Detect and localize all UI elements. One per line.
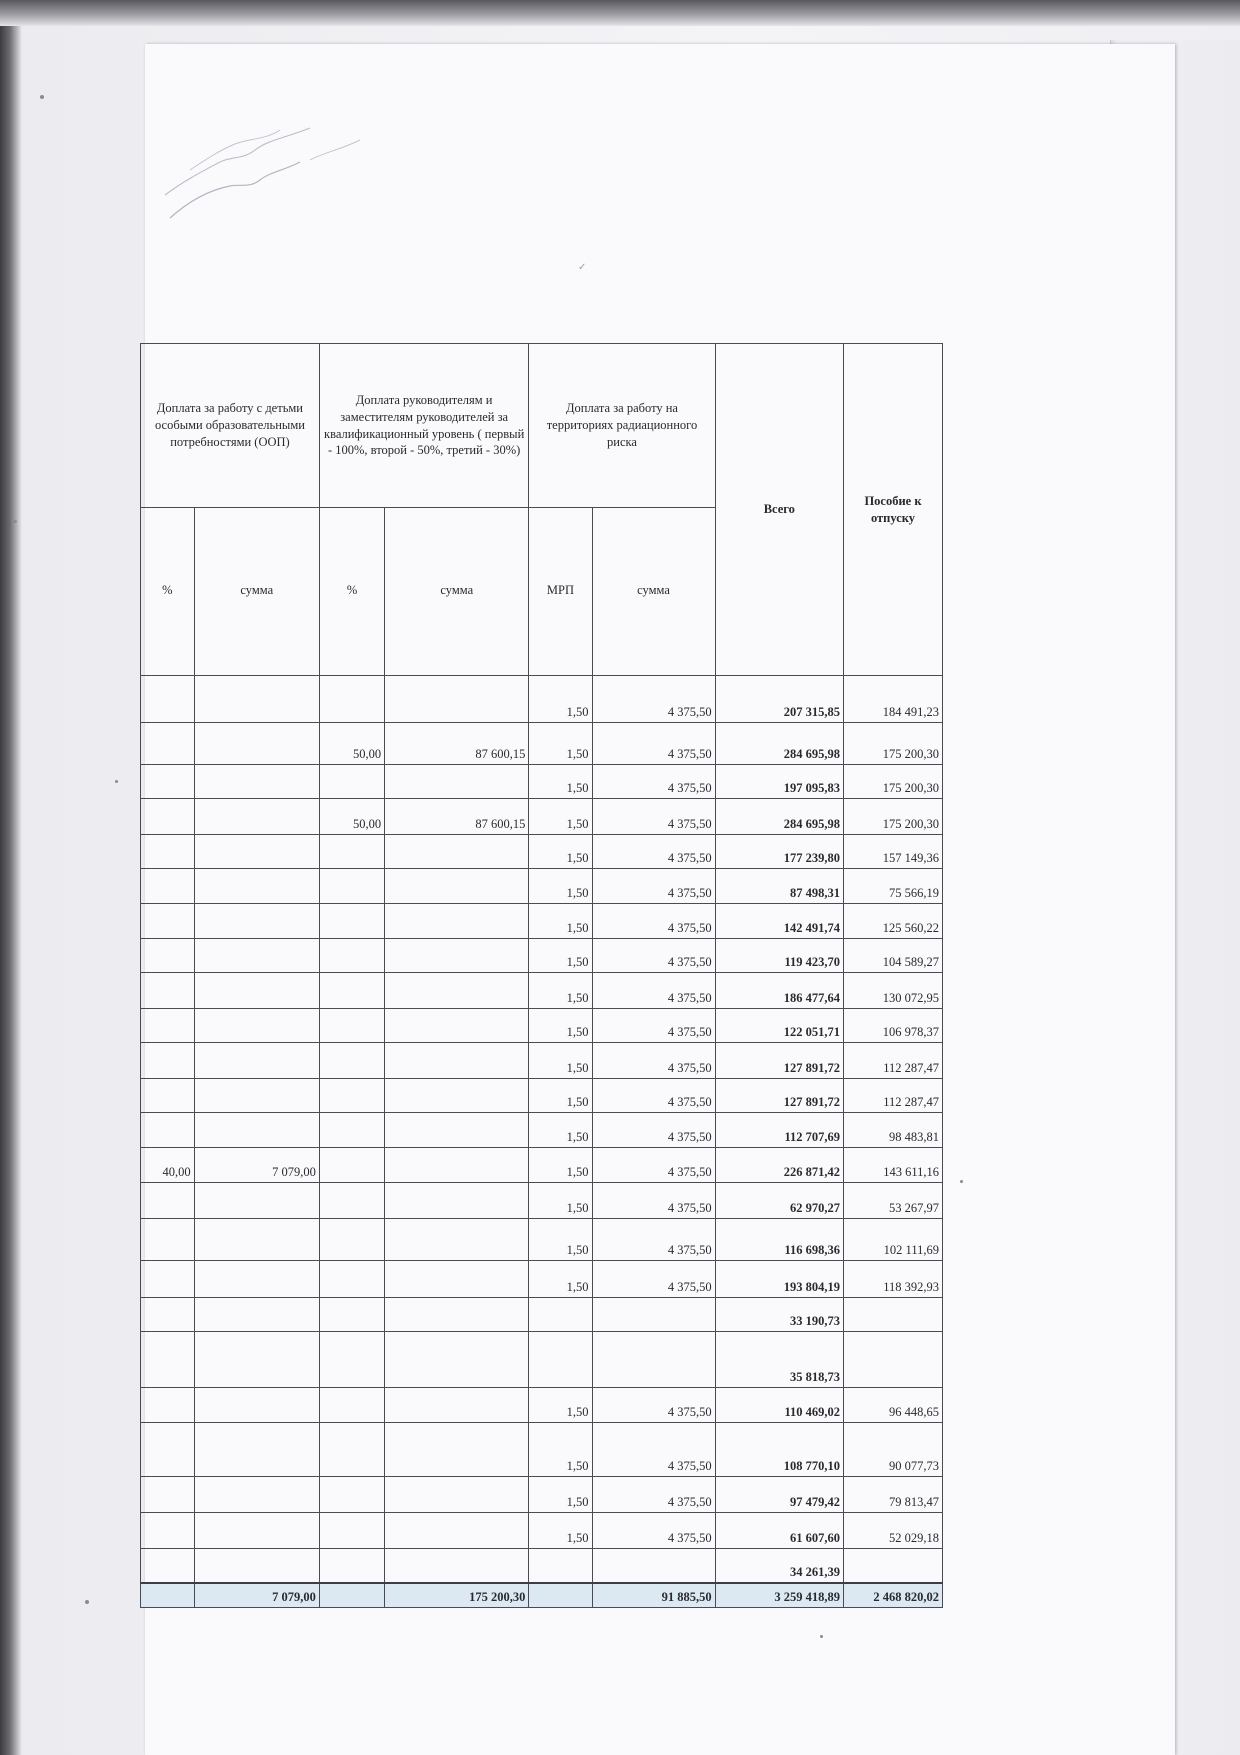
total-ood-percent bbox=[141, 1583, 195, 1608]
table-row bbox=[141, 1332, 943, 1388]
cell-mrp bbox=[529, 1298, 592, 1332]
cell-mrp: 1,50 bbox=[529, 904, 592, 939]
cell-total: 116 698,36 bbox=[715, 1219, 843, 1261]
cell-total: 177 239,80 bbox=[715, 835, 843, 869]
total-qual-sum: 175 200,30 bbox=[385, 1583, 529, 1608]
cell-qual-percent bbox=[319, 973, 384, 1009]
cell-ood-sum bbox=[194, 1298, 319, 1332]
cell-total: 110 469,02 bbox=[715, 1388, 843, 1423]
cell-total: 122 051,71 bbox=[715, 1009, 843, 1043]
cell-vacation: 130 072,95 bbox=[844, 973, 943, 1009]
table-row bbox=[141, 1113, 943, 1148]
cell-vacation: 106 978,37 bbox=[844, 1009, 943, 1043]
cell-total: 87 498,31 bbox=[715, 869, 843, 904]
cell-qual-sum bbox=[385, 1043, 529, 1079]
cell-mrp: 1,50 bbox=[529, 1261, 592, 1298]
cell-qual-percent bbox=[319, 1477, 384, 1513]
cell-radiation-sum bbox=[592, 1549, 715, 1583]
table-row bbox=[141, 835, 943, 869]
cell-vacation: 53 267,97 bbox=[844, 1183, 943, 1219]
cell-vacation bbox=[844, 1298, 943, 1332]
cell-vacation: 184 491,23 bbox=[844, 676, 943, 723]
cell-ood-sum bbox=[194, 1079, 319, 1113]
cell-total: 61 607,60 bbox=[715, 1513, 843, 1549]
cell-qual-percent bbox=[319, 904, 384, 939]
cell-total: 207 315,85 bbox=[715, 676, 843, 723]
totals-row bbox=[141, 1583, 943, 1608]
cell-ood-percent bbox=[141, 1423, 195, 1477]
cell-radiation-sum: 4 375,50 bbox=[592, 1113, 715, 1148]
cell-qual-percent bbox=[319, 1043, 384, 1079]
cell-ood-sum bbox=[194, 939, 319, 973]
cell-mrp: 1,50 bbox=[529, 1183, 592, 1219]
table-row bbox=[141, 676, 943, 723]
cell-qual-sum bbox=[385, 973, 529, 1009]
cell-ood-percent bbox=[141, 1298, 195, 1332]
cell-mrp: 1,50 bbox=[529, 973, 592, 1009]
cell-ood-percent bbox=[141, 723, 195, 765]
cell-total: 35 818,73 bbox=[715, 1332, 843, 1388]
cell-ood-sum bbox=[194, 1043, 319, 1079]
table-row bbox=[141, 1298, 943, 1332]
cell-ood-sum bbox=[194, 973, 319, 1009]
table-header-row bbox=[141, 344, 943, 508]
cell-qual-sum bbox=[385, 835, 529, 869]
cell-mrp: 1,50 bbox=[529, 1113, 592, 1148]
cell-mrp: 1,50 bbox=[529, 1513, 592, 1549]
total-ood-sum: 7 079,00 bbox=[194, 1583, 319, 1608]
cell-ood-percent bbox=[141, 1113, 195, 1148]
cell-ood-sum bbox=[194, 1009, 319, 1043]
cell-qual-sum bbox=[385, 1549, 529, 1583]
table-row bbox=[141, 723, 943, 765]
cell-radiation-sum: 4 375,50 bbox=[592, 1513, 715, 1549]
table-row bbox=[141, 1148, 943, 1183]
scan-top-edge bbox=[0, 0, 1240, 26]
cell-ood-percent bbox=[141, 799, 195, 835]
cell-ood-percent bbox=[141, 869, 195, 904]
cell-vacation: 90 077,73 bbox=[844, 1423, 943, 1477]
cell-vacation bbox=[844, 1549, 943, 1583]
table-row bbox=[141, 1009, 943, 1043]
cell-qual-sum bbox=[385, 1298, 529, 1332]
cell-vacation: 104 589,27 bbox=[844, 939, 943, 973]
cell-qual-sum: 87 600,15 bbox=[385, 723, 529, 765]
cell-vacation: 118 392,93 bbox=[844, 1261, 943, 1298]
cell-radiation-sum: 4 375,50 bbox=[592, 1261, 715, 1298]
total-mrp bbox=[529, 1583, 592, 1608]
cell-qual-percent bbox=[319, 1079, 384, 1113]
cell-total: 127 891,72 bbox=[715, 1079, 843, 1113]
table-row bbox=[141, 1477, 943, 1513]
table-row bbox=[141, 1043, 943, 1079]
total-qual-percent bbox=[319, 1583, 384, 1608]
scan-speck bbox=[115, 780, 118, 783]
total-radiation-sum: 91 885,50 bbox=[592, 1583, 715, 1608]
header-vacation-benefit: Пособие к отпуску bbox=[844, 344, 943, 676]
cell-radiation-sum: 4 375,50 bbox=[592, 1219, 715, 1261]
cell-vacation: 112 287,47 bbox=[844, 1043, 943, 1079]
cell-qual-sum bbox=[385, 1148, 529, 1183]
cell-mrp: 1,50 bbox=[529, 723, 592, 765]
allowances-table bbox=[140, 343, 943, 1608]
cell-ood-sum bbox=[194, 1332, 319, 1388]
cell-ood-sum: 7 079,00 bbox=[194, 1148, 319, 1183]
cell-total: 186 477,64 bbox=[715, 973, 843, 1009]
cell-vacation: 98 483,81 bbox=[844, 1113, 943, 1148]
cell-ood-sum bbox=[194, 1549, 319, 1583]
cell-radiation-sum: 4 375,50 bbox=[592, 1423, 715, 1477]
cell-vacation: 75 566,19 bbox=[844, 869, 943, 904]
scan-speck bbox=[85, 1600, 89, 1604]
cell-qual-sum bbox=[385, 1079, 529, 1113]
cell-vacation: 112 287,47 bbox=[844, 1079, 943, 1113]
cell-total: 284 695,98 bbox=[715, 799, 843, 835]
cell-radiation-sum: 4 375,50 bbox=[592, 869, 715, 904]
table-row bbox=[141, 1219, 943, 1261]
cell-qual-sum bbox=[385, 1388, 529, 1423]
cell-ood-sum bbox=[194, 1183, 319, 1219]
cell-ood-percent bbox=[141, 1477, 195, 1513]
cell-mrp: 1,50 bbox=[529, 939, 592, 973]
cell-vacation: 157 149,36 bbox=[844, 835, 943, 869]
cell-qual-percent bbox=[319, 1298, 384, 1332]
cell-mrp bbox=[529, 1549, 592, 1583]
cell-radiation-sum: 4 375,50 bbox=[592, 1043, 715, 1079]
cell-mrp: 1,50 bbox=[529, 799, 592, 835]
table-row bbox=[141, 799, 943, 835]
cell-total: 226 871,42 bbox=[715, 1148, 843, 1183]
header-radiation-allowance: Доплата за работу на территориях радиационного риска bbox=[529, 344, 715, 508]
cell-radiation-sum: 4 375,50 bbox=[592, 1079, 715, 1113]
cell-total: 62 970,27 bbox=[715, 1183, 843, 1219]
subheader-mrp: МРП bbox=[529, 508, 592, 676]
cell-ood-percent bbox=[141, 1219, 195, 1261]
handwritten-note bbox=[160, 100, 390, 240]
cell-ood-sum bbox=[194, 1513, 319, 1549]
cell-qual-sum bbox=[385, 1183, 529, 1219]
cell-ood-sum bbox=[194, 765, 319, 799]
subheader-sum-3: сумма bbox=[592, 508, 715, 676]
cell-qual-percent bbox=[319, 1009, 384, 1043]
cell-ood-percent bbox=[141, 1513, 195, 1549]
cell-qual-percent bbox=[319, 1388, 384, 1423]
table-row bbox=[141, 869, 943, 904]
table-row bbox=[141, 1513, 943, 1549]
cell-vacation: 175 200,30 bbox=[844, 799, 943, 835]
table-row bbox=[141, 1549, 943, 1583]
cell-qual-sum bbox=[385, 904, 529, 939]
cell-qual-percent bbox=[319, 1261, 384, 1298]
cell-qual-sum bbox=[385, 676, 529, 723]
cell-total: 97 479,42 bbox=[715, 1477, 843, 1513]
cell-vacation: 79 813,47 bbox=[844, 1477, 943, 1513]
cell-ood-sum bbox=[194, 904, 319, 939]
cell-qual-sum bbox=[385, 1477, 529, 1513]
cell-ood-sum bbox=[194, 835, 319, 869]
cell-vacation: 175 200,30 bbox=[844, 765, 943, 799]
cell-mrp: 1,50 bbox=[529, 1079, 592, 1113]
cell-mrp: 1,50 bbox=[529, 1388, 592, 1423]
cell-total: 197 095,83 bbox=[715, 765, 843, 799]
cell-total: 142 491,74 bbox=[715, 904, 843, 939]
cell-mrp: 1,50 bbox=[529, 1043, 592, 1079]
scan-mark: ✓ bbox=[578, 262, 587, 273]
cell-qual-percent: 50,00 bbox=[319, 799, 384, 835]
cell-ood-sum bbox=[194, 1261, 319, 1298]
cell-qual-percent bbox=[319, 869, 384, 904]
cell-ood-percent bbox=[141, 1043, 195, 1079]
cell-qual-sum: 87 600,15 bbox=[385, 799, 529, 835]
cell-qual-percent bbox=[319, 1219, 384, 1261]
cell-total: 284 695,98 bbox=[715, 723, 843, 765]
cell-total: 112 707,69 bbox=[715, 1113, 843, 1148]
table-row bbox=[141, 1423, 943, 1477]
header-ood-allowance: Доплата за работу с детьми особыми образовательными потребностями (ООП) bbox=[141, 344, 320, 508]
cell-total: 119 423,70 bbox=[715, 939, 843, 973]
cell-qual-percent bbox=[319, 1423, 384, 1477]
cell-total: 127 891,72 bbox=[715, 1043, 843, 1079]
cell-qual-sum bbox=[385, 1113, 529, 1148]
cell-mrp: 1,50 bbox=[529, 765, 592, 799]
cell-qual-percent bbox=[319, 1549, 384, 1583]
cell-radiation-sum bbox=[592, 1298, 715, 1332]
cell-radiation-sum bbox=[592, 1332, 715, 1388]
subheader-percent-2: % bbox=[319, 508, 384, 676]
cell-total: 193 804,19 bbox=[715, 1261, 843, 1298]
table-row bbox=[141, 765, 943, 799]
cell-ood-percent bbox=[141, 1332, 195, 1388]
cell-qual-percent bbox=[319, 676, 384, 723]
cell-mrp bbox=[529, 1332, 592, 1388]
cell-qual-percent bbox=[319, 1148, 384, 1183]
table-row bbox=[141, 973, 943, 1009]
cell-ood-percent bbox=[141, 765, 195, 799]
cell-ood-percent bbox=[141, 1079, 195, 1113]
cell-qual-sum bbox=[385, 1513, 529, 1549]
cell-mrp: 1,50 bbox=[529, 869, 592, 904]
cell-ood-sum bbox=[194, 869, 319, 904]
cell-mrp: 1,50 bbox=[529, 1423, 592, 1477]
cell-mrp: 1,50 bbox=[529, 1009, 592, 1043]
cell-ood-percent bbox=[141, 676, 195, 723]
cell-radiation-sum: 4 375,50 bbox=[592, 973, 715, 1009]
cell-ood-sum bbox=[194, 1477, 319, 1513]
subheader-percent-1: % bbox=[141, 508, 195, 676]
cell-ood-percent bbox=[141, 939, 195, 973]
cell-radiation-sum: 4 375,50 bbox=[592, 835, 715, 869]
cell-qual-percent bbox=[319, 1332, 384, 1388]
cell-total: 34 261,39 bbox=[715, 1549, 843, 1583]
cell-qual-percent bbox=[319, 1183, 384, 1219]
cell-ood-sum bbox=[194, 1219, 319, 1261]
cell-qual-sum bbox=[385, 1423, 529, 1477]
cell-qual-sum bbox=[385, 765, 529, 799]
cell-radiation-sum: 4 375,50 bbox=[592, 1477, 715, 1513]
cell-ood-percent bbox=[141, 1183, 195, 1219]
subheader-sum-1: сумма bbox=[194, 508, 319, 676]
cell-ood-percent bbox=[141, 904, 195, 939]
cell-radiation-sum: 4 375,50 bbox=[592, 723, 715, 765]
cell-mrp: 1,50 bbox=[529, 835, 592, 869]
cell-ood-sum bbox=[194, 676, 319, 723]
cell-ood-sum bbox=[194, 723, 319, 765]
scan-speck bbox=[820, 1635, 823, 1638]
cell-mrp: 1,50 bbox=[529, 676, 592, 723]
cell-qual-percent bbox=[319, 1513, 384, 1549]
cell-qual-sum bbox=[385, 1261, 529, 1298]
cell-vacation: 102 111,69 bbox=[844, 1219, 943, 1261]
cell-vacation: 52 029,18 bbox=[844, 1513, 943, 1549]
cell-ood-percent: 40,00 bbox=[141, 1148, 195, 1183]
cell-mrp: 1,50 bbox=[529, 1477, 592, 1513]
cell-ood-sum bbox=[194, 1423, 319, 1477]
cell-vacation: 143 611,16 bbox=[844, 1148, 943, 1183]
table-row bbox=[141, 1261, 943, 1298]
cell-qual-sum bbox=[385, 1332, 529, 1388]
table-row bbox=[141, 1079, 943, 1113]
scan-speck bbox=[960, 1180, 963, 1183]
cell-vacation: 175 200,30 bbox=[844, 723, 943, 765]
cell-qual-percent bbox=[319, 835, 384, 869]
table-row bbox=[141, 1388, 943, 1423]
cell-qual-sum bbox=[385, 1009, 529, 1043]
cell-total: 33 190,73 bbox=[715, 1298, 843, 1332]
table-row bbox=[141, 1183, 943, 1219]
cell-ood-percent bbox=[141, 835, 195, 869]
cell-mrp: 1,50 bbox=[529, 1148, 592, 1183]
subheader-sum-2: сумма bbox=[385, 508, 529, 676]
scan-speck bbox=[12, 520, 17, 523]
cell-ood-sum bbox=[194, 799, 319, 835]
cell-vacation bbox=[844, 1332, 943, 1388]
cell-ood-percent bbox=[141, 1009, 195, 1043]
cell-radiation-sum: 4 375,50 bbox=[592, 1148, 715, 1183]
grand-total: 3 259 418,89 bbox=[715, 1583, 843, 1608]
cell-qual-sum bbox=[385, 939, 529, 973]
cell-mrp: 1,50 bbox=[529, 1219, 592, 1261]
cell-ood-percent bbox=[141, 1549, 195, 1583]
cell-ood-sum bbox=[194, 1388, 319, 1423]
cell-total: 108 770,10 bbox=[715, 1423, 843, 1477]
cell-vacation: 96 448,65 bbox=[844, 1388, 943, 1423]
cell-qual-percent: 50,00 bbox=[319, 723, 384, 765]
cell-radiation-sum: 4 375,50 bbox=[592, 799, 715, 835]
cell-radiation-sum: 4 375,50 bbox=[592, 676, 715, 723]
cell-radiation-sum: 4 375,50 bbox=[592, 939, 715, 973]
cell-radiation-sum: 4 375,50 bbox=[592, 1183, 715, 1219]
cell-qual-sum bbox=[385, 869, 529, 904]
cell-qual-percent bbox=[319, 1113, 384, 1148]
cell-qual-percent bbox=[319, 939, 384, 973]
cell-qual-percent bbox=[319, 765, 384, 799]
header-qualification-allowance: Доплата руководителям и заместителям руководителей за квалификационный уровень ( первый - 100%, второй - 50%, третий - 30%) bbox=[319, 344, 528, 508]
cell-radiation-sum: 4 375,50 bbox=[592, 1388, 715, 1423]
cell-vacation: 125 560,22 bbox=[844, 904, 943, 939]
cell-radiation-sum: 4 375,50 bbox=[592, 1009, 715, 1043]
cell-qual-sum bbox=[385, 1219, 529, 1261]
cell-radiation-sum: 4 375,50 bbox=[592, 904, 715, 939]
table-row bbox=[141, 939, 943, 973]
cell-ood-percent bbox=[141, 1388, 195, 1423]
header-total: Всего bbox=[715, 344, 843, 676]
cell-ood-percent bbox=[141, 1261, 195, 1298]
cell-radiation-sum: 4 375,50 bbox=[592, 765, 715, 799]
scan-speck bbox=[40, 95, 44, 99]
table-row bbox=[141, 904, 943, 939]
cell-ood-sum bbox=[194, 1113, 319, 1148]
total-vacation-benefit: 2 468 820,02 bbox=[844, 1583, 943, 1608]
cell-ood-percent bbox=[141, 973, 195, 1009]
